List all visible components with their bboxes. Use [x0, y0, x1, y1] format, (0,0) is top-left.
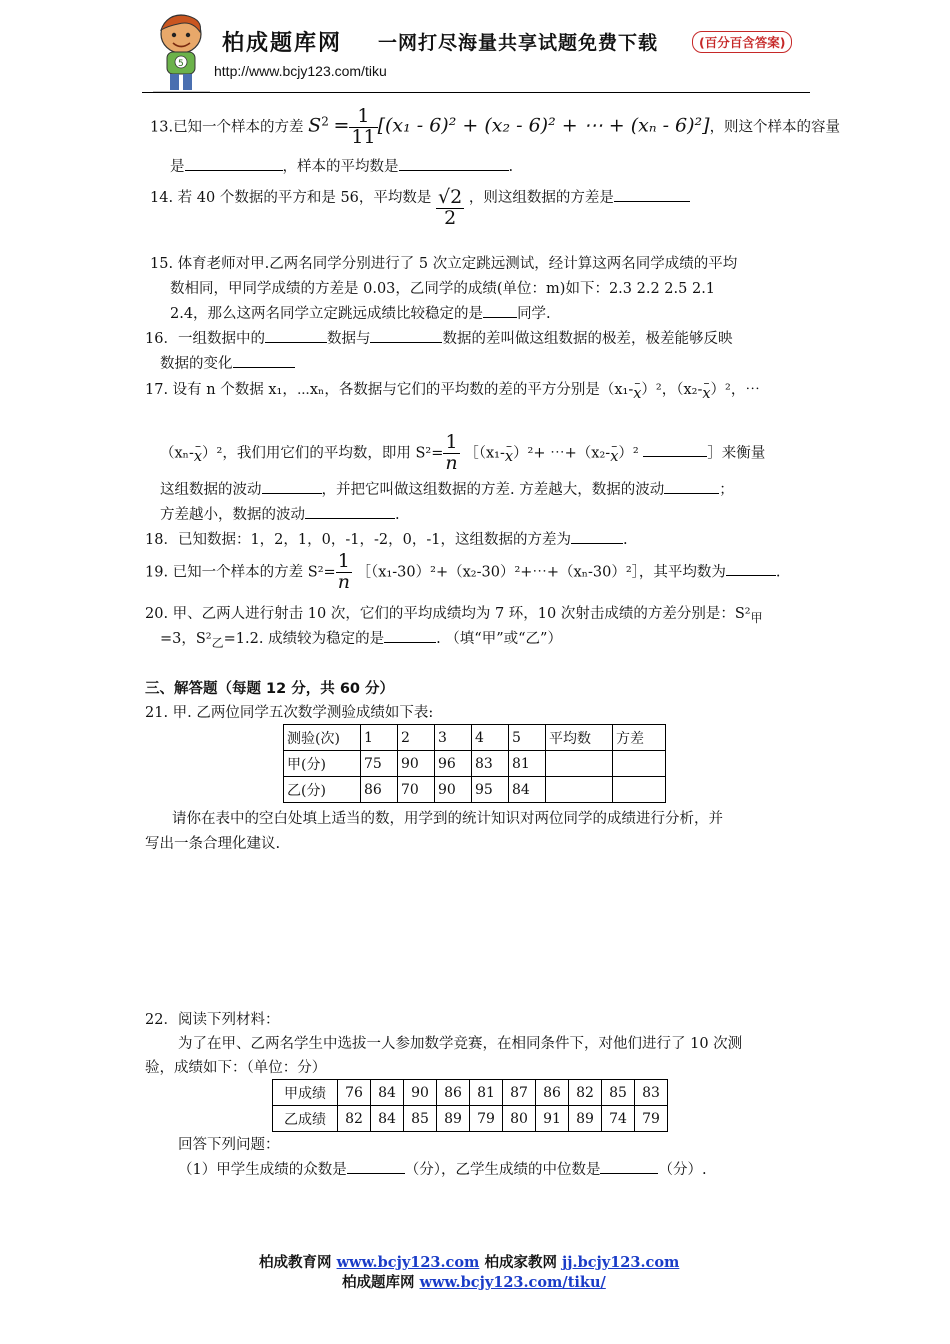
answer-blank[interactable]	[726, 574, 776, 576]
answer-blank[interactable]	[265, 341, 327, 343]
question-20-line2: =3，$S^2_乙=1.2$. 成绩较为稳定的是 . （填“甲”或“乙”）	[160, 631, 562, 650]
table-cell: 84	[371, 1080, 404, 1106]
table-cell: 81	[470, 1080, 503, 1106]
answer-blank[interactable]	[305, 517, 395, 519]
score-table-22	[272, 1079, 668, 1132]
footer-link-bcjy[interactable]: www.bcjy123.com	[336, 1254, 480, 1271]
answer-blank[interactable]	[399, 169, 509, 171]
answer-blank[interactable]	[384, 641, 436, 643]
table-cell: 86	[437, 1080, 470, 1106]
table-cell[interactable]	[546, 751, 613, 777]
svg-text:5: 5	[178, 59, 184, 69]
table-cell: 86	[361, 777, 398, 803]
table-cell: 90	[404, 1080, 437, 1106]
question-18: 18．已知数据：1，2，1，0，-1，-2，0，-1，这组数据的方差为 .	[145, 532, 628, 548]
table-cell: 乙成绩	[273, 1106, 338, 1132]
table-cell: 75	[361, 751, 398, 777]
score-table-21	[283, 724, 666, 803]
site-title: 柏成题库网	[222, 30, 343, 56]
answer-blank[interactable]	[370, 341, 442, 343]
table-cell: 90	[435, 777, 472, 803]
footer-line-1: 柏成教育网 www.bcjy123.com 柏成家教网 jj.bcjy123.com	[259, 1254, 680, 1271]
table-cell: 81	[509, 751, 546, 777]
table-cell: 3	[435, 725, 472, 751]
table-cell: 1	[361, 725, 398, 751]
question-15: 15. 体育老师对甲.乙两名同学分别进行了 5 次立定跳远测试，经计算这两名同学成绩的平均	[150, 256, 738, 272]
header-divider	[142, 92, 810, 93]
table-cell: 方差	[613, 725, 666, 751]
table-cell: 95	[472, 777, 509, 803]
answer-blank[interactable]	[262, 492, 322, 494]
question-21-p2: 写出一条合理化建议.	[145, 836, 281, 852]
question-20: 20. 甲、乙两人进行射击 10 次，它们的平均成绩均为 7 环，10 次射击成绩的方差分别是：$S^2_甲$	[145, 606, 763, 625]
question-17-line4: 方差越小，数据的波动 .	[160, 507, 400, 523]
table-cell: 89	[569, 1106, 602, 1132]
question-15-line3: 2.4，那么这两名同学立定跳远成绩比较稳定的是 同学.	[170, 306, 551, 322]
question-17: 17. 设有 n 个数据 x₁，⋯xₙ，各数据与它们的平均数的差的平方分别是（x₁- – x）²，（x₂- – x）²，⋯	[145, 375, 760, 402]
table-cell: 86	[536, 1080, 569, 1106]
answer-badge: (百分百含答案)	[692, 31, 792, 53]
table-cell: 74	[602, 1106, 635, 1132]
table-cell: 79	[635, 1106, 668, 1132]
question-17-line3: 这组数据的波动 ，并把它叫做这组数据的方差. 方差越大，数据的波动 ；	[160, 482, 734, 498]
table-cell: 2	[398, 725, 435, 751]
table-cell: 80	[503, 1106, 536, 1132]
answer-blank[interactable]	[347, 1172, 405, 1174]
table-cell: 90	[398, 751, 435, 777]
section-3-title: 三、解答题（每题 12 分，共 60 分）	[145, 681, 395, 697]
table-cell: 85	[602, 1080, 635, 1106]
table-cell: 甲(分)	[284, 751, 361, 777]
answer-blank[interactable]	[643, 455, 707, 457]
table-cell: 82	[569, 1080, 602, 1106]
mascot-logo	[148, 10, 214, 96]
table-cell[interactable]	[546, 777, 613, 803]
table-cell: 87	[503, 1080, 536, 1106]
table-cell: 84	[509, 777, 546, 803]
table-cell[interactable]	[613, 777, 666, 803]
answer-blank[interactable]	[664, 492, 719, 494]
table-cell: 89	[437, 1106, 470, 1132]
table-cell: 82	[338, 1106, 371, 1132]
table-cell[interactable]	[613, 751, 666, 777]
question-21-intro: 21. 甲. 乙两位同学五次数学测验成绩如下表:	[145, 705, 434, 721]
question-22-p2: 验，成绩如下：（单位：分）	[145, 1060, 327, 1076]
answer-blank[interactable]	[600, 1172, 658, 1174]
question-13-line2: 是 ，样本的平均数是 .	[170, 159, 514, 175]
footer-line-2: 柏成题库网 www.bcjy123.com/tiku/	[342, 1274, 606, 1291]
footer-link-jj[interactable]: jj.bcjy123.com	[562, 1254, 680, 1271]
question-19: 19. 已知一个样本的方差 S²= $\frac{1}{n}$ ［（x₁-30）²+（x₂-30）²+⋯+（xₙ-30）²］，其平均数为 .	[145, 550, 781, 593]
question-22-p3: 回答下列问题：	[178, 1137, 280, 1153]
table-cell: 平均数	[546, 725, 613, 751]
table-cell: 84	[371, 1106, 404, 1132]
question-22-title: 22．阅读下列材料：	[145, 1012, 280, 1028]
table-cell: 79	[470, 1106, 503, 1132]
table-cell: 测验(次)	[284, 725, 361, 751]
question-21-p1: 请你在表中的空白处填上适当的数，用学到的统计知识对两位同学的成绩进行分析，并	[172, 811, 723, 827]
question-16: 16．一组数据中的 数据与 数据的差叫做这组数据的极差，极差能够反映	[145, 331, 733, 347]
table-row	[273, 1080, 668, 1106]
table-cell: 83	[635, 1080, 668, 1106]
question-14: 14. 若 40 个数据的平方和是 56，平均数是 $\frac{√2}{2}$ ，则这组数据的方差是	[150, 186, 690, 229]
table-cell: 70	[398, 777, 435, 803]
table-cell: 91	[536, 1106, 569, 1132]
table-row	[284, 777, 666, 803]
answer-blank[interactable]	[614, 200, 690, 202]
table-cell: 83	[472, 751, 509, 777]
site-slogan: 一网打尽海量共享试题免费下载	[378, 32, 659, 54]
table-cell: 乙(分)	[284, 777, 361, 803]
table-cell: 85	[404, 1106, 437, 1132]
header-url[interactable]: http://www.bcjy123.com/tiku	[214, 63, 387, 79]
footer-link-tiku[interactable]: www.bcjy123.com/tiku/	[419, 1274, 606, 1291]
answer-blank[interactable]	[571, 542, 623, 544]
question-15-line2: 数相同，甲同学成绩的方差是 0.03，乙同学的成绩(单位：m)如下：2.3 2.2 2.5 2.1	[170, 281, 716, 297]
table-cell: 4	[472, 725, 509, 751]
table-row	[284, 751, 666, 777]
question-22-p4: （1）甲学生成绩的众数是 （分），乙学生成绩的中位数是 （分）.	[178, 1162, 707, 1178]
question-16-line2: 数据的变化	[160, 352, 295, 373]
answer-blank[interactable]	[233, 366, 295, 368]
question-13: 13.已知一个样本的方差 $S^2$ = $\frac{1}{11}$ [(x₁ - 6)² + (x₂ - 6)² + ⋯ + (xₙ - 6)²]，则这个样本的容量	[150, 105, 841, 148]
table-cell: 5	[509, 725, 546, 751]
question-22-p1: 为了在甲、乙两名学生中选拔一人参加数学竞赛，在相同条件下，对他们进行了 10 次测	[178, 1036, 743, 1052]
table-cell: 76	[338, 1080, 371, 1106]
answer-blank[interactable]	[185, 169, 283, 171]
table-header-row	[284, 725, 666, 751]
table-cell: 96	[435, 751, 472, 777]
answer-blank[interactable]	[483, 316, 517, 318]
table-cell: 甲成绩	[273, 1080, 338, 1106]
question-17-line2: （xₙ- – x）²，我们用它们的平均数，即用 S²= $\frac{1}{n}$ ［（x₁- – x）²+ ⋯+（x₂- – x）² ］来衡量	[160, 431, 766, 474]
table-row	[273, 1106, 668, 1132]
